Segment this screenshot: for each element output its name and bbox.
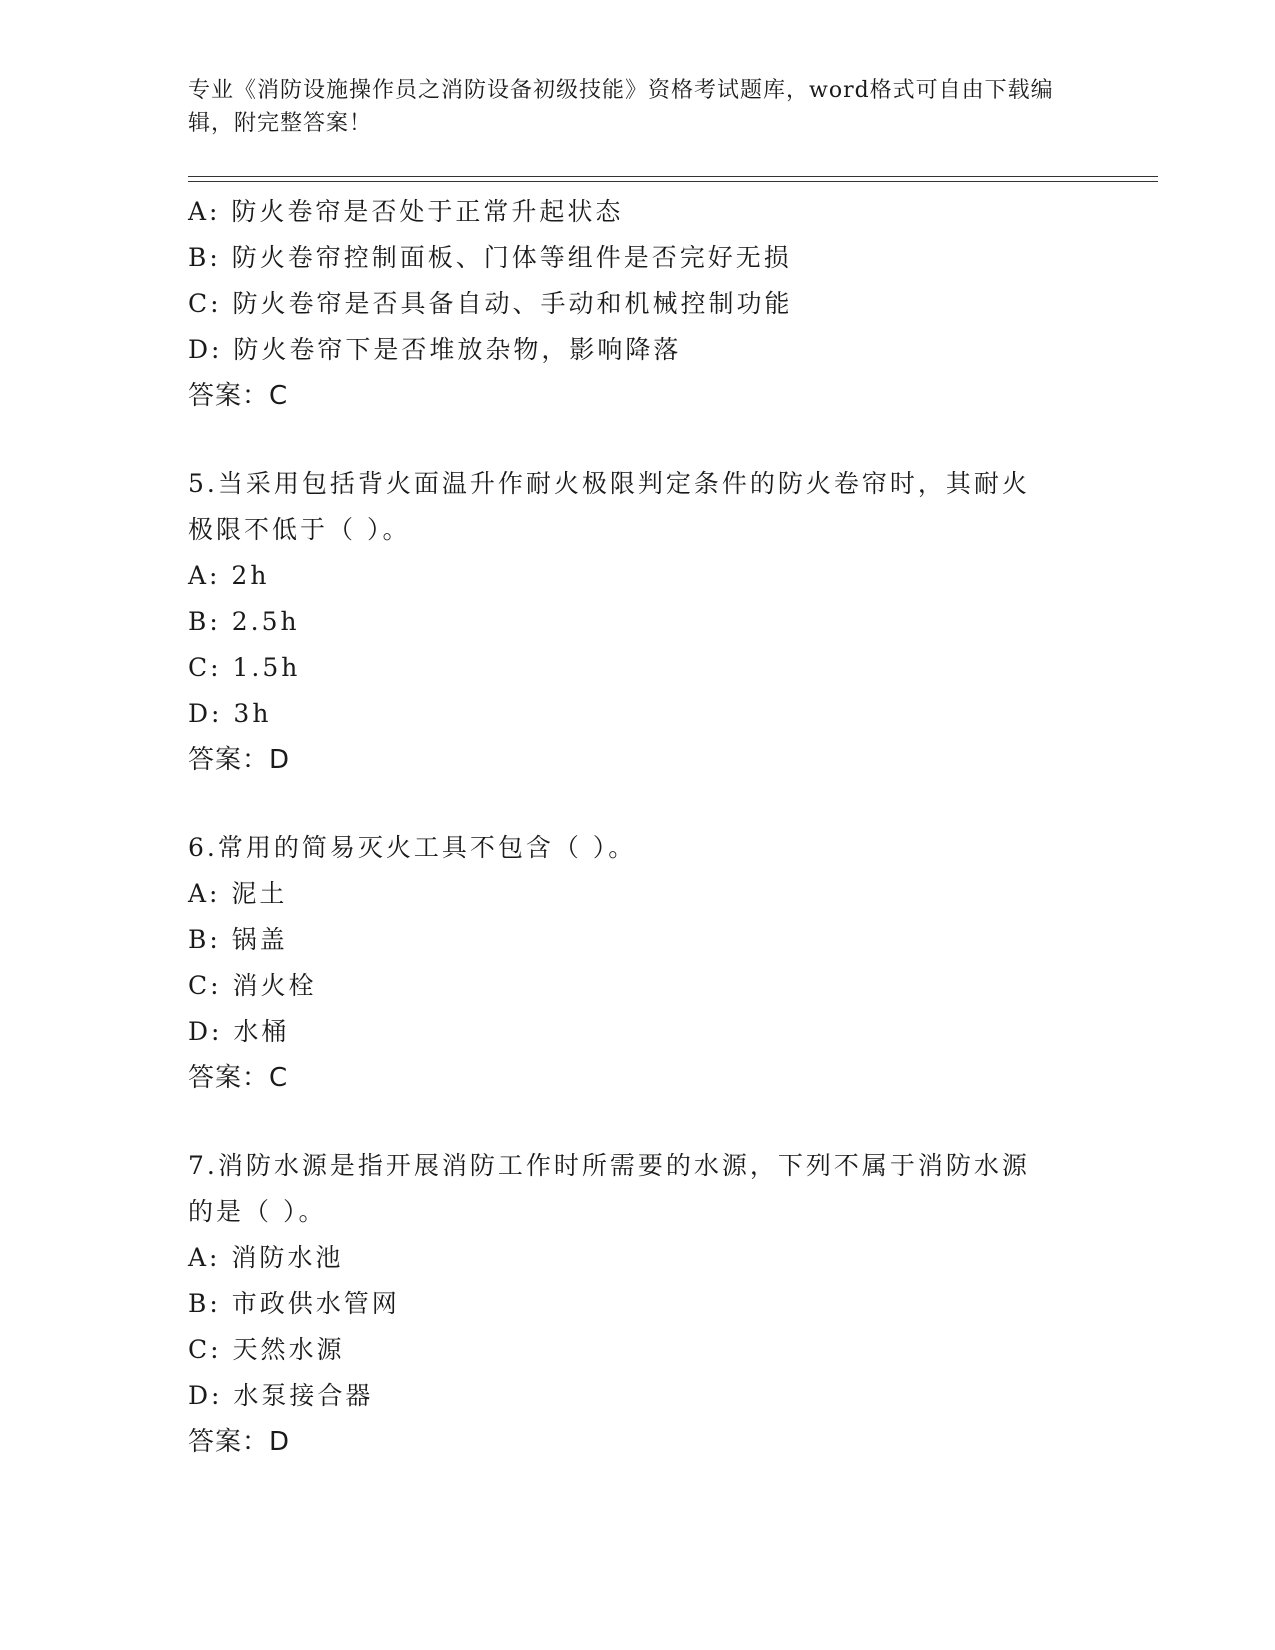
- option-a: A: 泥土: [188, 879, 288, 908]
- option-b: B: 锅盖: [188, 925, 288, 954]
- answer-label: 答案：D: [188, 1427, 291, 1457]
- header-divider-bottom: [188, 181, 1158, 182]
- option-d: D: 水泵接合器: [188, 1381, 374, 1410]
- option-c: C: 天然水源: [188, 1335, 345, 1364]
- question-6: [188, 825, 1078, 1101]
- question-stem-line-2: 的是（ ）。: [188, 1197, 327, 1226]
- answer-label: 答案：C: [188, 1063, 289, 1093]
- document-header: 专业《消防设施操作员之消防设备初级技能》资格考试题库，word格式可自由下载编辑，附完整答案！: [188, 78, 1054, 136]
- option-d: D: 防火卷帘下是否堆放杂物，影响降落: [188, 335, 682, 364]
- option-b: B: 2.5h: [188, 607, 300, 636]
- option-b: B: 市政供水管网: [188, 1289, 400, 1318]
- option-a: A: 防火卷帘是否处于正常升起状态: [188, 197, 624, 226]
- question-7: [188, 1143, 1078, 1465]
- answer-label: 答案：C: [188, 381, 289, 411]
- option-c: C: 消火栓: [188, 971, 317, 1000]
- question-stem-line-1: 5.当采用包括背火面温升作耐火极限判定条件的防火卷帘时，其耐火: [188, 469, 1030, 498]
- answer-label: 答案：D: [188, 745, 291, 775]
- option-d: D: 水桶: [188, 1017, 290, 1046]
- question-4: [188, 189, 1078, 419]
- question-5: [188, 461, 1078, 783]
- option-c: C: 1.5h: [188, 653, 301, 682]
- option-a: A: 消防水池: [188, 1243, 344, 1272]
- option-d: D: 3h: [188, 699, 272, 728]
- question-stem-line-1: 6.常用的简易灭火工具不包含（ ）。: [188, 833, 637, 862]
- option-b: B: 防火卷帘控制面板、门体等组件是否完好无损: [188, 243, 792, 272]
- option-a: A: 2h: [188, 561, 270, 590]
- question-stem-line-2: 极限不低于（ ）。: [188, 515, 411, 544]
- header-divider-top: [188, 176, 1158, 177]
- question-list: [188, 189, 1078, 1465]
- question-stem-line-1: 7.消防水源是指开展消防工作时所需要的水源，下列不属于消防水源: [188, 1151, 1030, 1180]
- option-c: C: 防火卷帘是否具备自动、手动和机械控制功能: [188, 289, 793, 318]
